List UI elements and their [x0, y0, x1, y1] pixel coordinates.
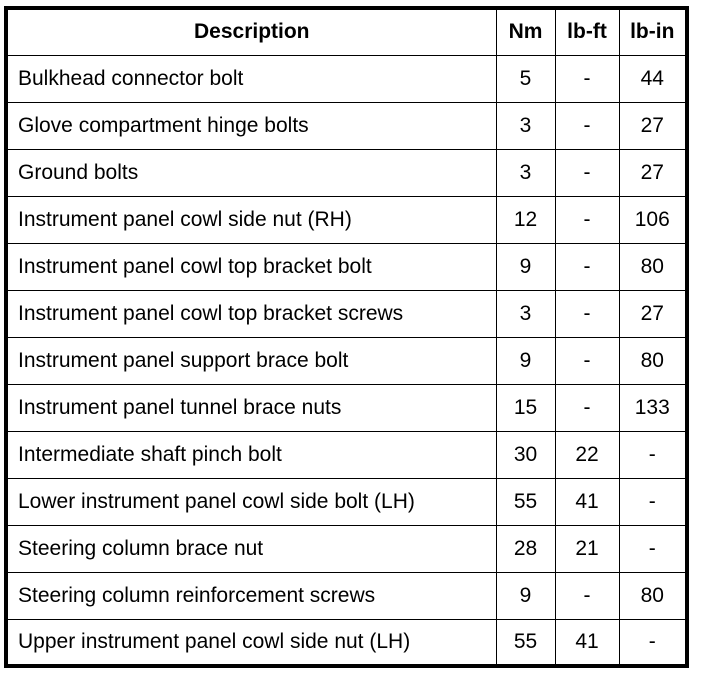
cell-lbft: -	[555, 572, 619, 619]
table-row	[6, 572, 687, 619]
table-row	[6, 478, 687, 525]
cell-description: Steering column reinforcement screws	[6, 572, 496, 619]
cell-lbin: -	[619, 431, 687, 478]
cell-lbft: -	[555, 290, 619, 337]
table-row	[6, 431, 687, 478]
table-row	[6, 619, 687, 666]
table-row	[6, 149, 687, 196]
header-description: Description	[6, 8, 496, 55]
cell-nm: 30	[496, 431, 555, 478]
cell-lbin: 80	[619, 572, 687, 619]
cell-lbin: 133	[619, 384, 687, 431]
cell-lbft: -	[555, 384, 619, 431]
cell-description: Intermediate shaft pinch bolt	[6, 431, 496, 478]
cell-lbin: -	[619, 619, 687, 666]
cell-nm: 55	[496, 619, 555, 666]
cell-lbin: 80	[619, 243, 687, 290]
cell-lbft: 22	[555, 431, 619, 478]
cell-description: Bulkhead connector bolt	[6, 55, 496, 102]
cell-lbft: -	[555, 196, 619, 243]
cell-description: Instrument panel tunnel brace nuts	[6, 384, 496, 431]
cell-lbin: 27	[619, 149, 687, 196]
table-row	[6, 196, 687, 243]
cell-lbft: -	[555, 337, 619, 384]
cell-description: Instrument panel cowl side nut (RH)	[6, 196, 496, 243]
cell-lbin: -	[619, 478, 687, 525]
cell-nm: 3	[496, 290, 555, 337]
cell-description: Instrument panel cowl top bracket screws	[6, 290, 496, 337]
cell-lbft: 41	[555, 619, 619, 666]
fastener-torque-table	[4, 6, 689, 668]
table-row	[6, 102, 687, 149]
cell-description: Steering column brace nut	[6, 525, 496, 572]
table-header-row	[6, 8, 687, 55]
cell-lbft: 41	[555, 478, 619, 525]
cell-nm: 5	[496, 55, 555, 102]
header-lbft: lb-ft	[555, 8, 619, 55]
cell-nm: 12	[496, 196, 555, 243]
cell-lbin: -	[619, 525, 687, 572]
cell-nm: 28	[496, 525, 555, 572]
table-body	[6, 55, 687, 666]
table-row	[6, 384, 687, 431]
cell-lbft: -	[555, 55, 619, 102]
table-row	[6, 55, 687, 102]
cell-description: Lower instrument panel cowl side bolt (LH)	[6, 478, 496, 525]
cell-lbin: 44	[619, 55, 687, 102]
cell-description: Instrument panel cowl top bracket bolt	[6, 243, 496, 290]
cell-nm: 9	[496, 337, 555, 384]
table-row	[6, 337, 687, 384]
cell-lbin: 80	[619, 337, 687, 384]
cell-nm: 55	[496, 478, 555, 525]
cell-nm: 3	[496, 149, 555, 196]
cell-nm: 15	[496, 384, 555, 431]
header-nm: Nm	[496, 8, 555, 55]
cell-lbft: -	[555, 102, 619, 149]
cell-nm: 9	[496, 572, 555, 619]
cell-nm: 9	[496, 243, 555, 290]
cell-nm: 3	[496, 102, 555, 149]
header-lbin: lb-in	[619, 8, 687, 55]
cell-lbin: 27	[619, 102, 687, 149]
cell-lbin: 27	[619, 290, 687, 337]
table-row	[6, 243, 687, 290]
cell-description: Upper instrument panel cowl side nut (LH)	[6, 619, 496, 666]
table-row	[6, 290, 687, 337]
cell-description: Glove compartment hinge bolts	[6, 102, 496, 149]
cell-lbft: -	[555, 243, 619, 290]
cell-description: Ground bolts	[6, 149, 496, 196]
cell-description: Instrument panel support brace bolt	[6, 337, 496, 384]
cell-lbft: -	[555, 149, 619, 196]
cell-lbin: 106	[619, 196, 687, 243]
cell-lbft: 21	[555, 525, 619, 572]
table-row	[6, 525, 687, 572]
